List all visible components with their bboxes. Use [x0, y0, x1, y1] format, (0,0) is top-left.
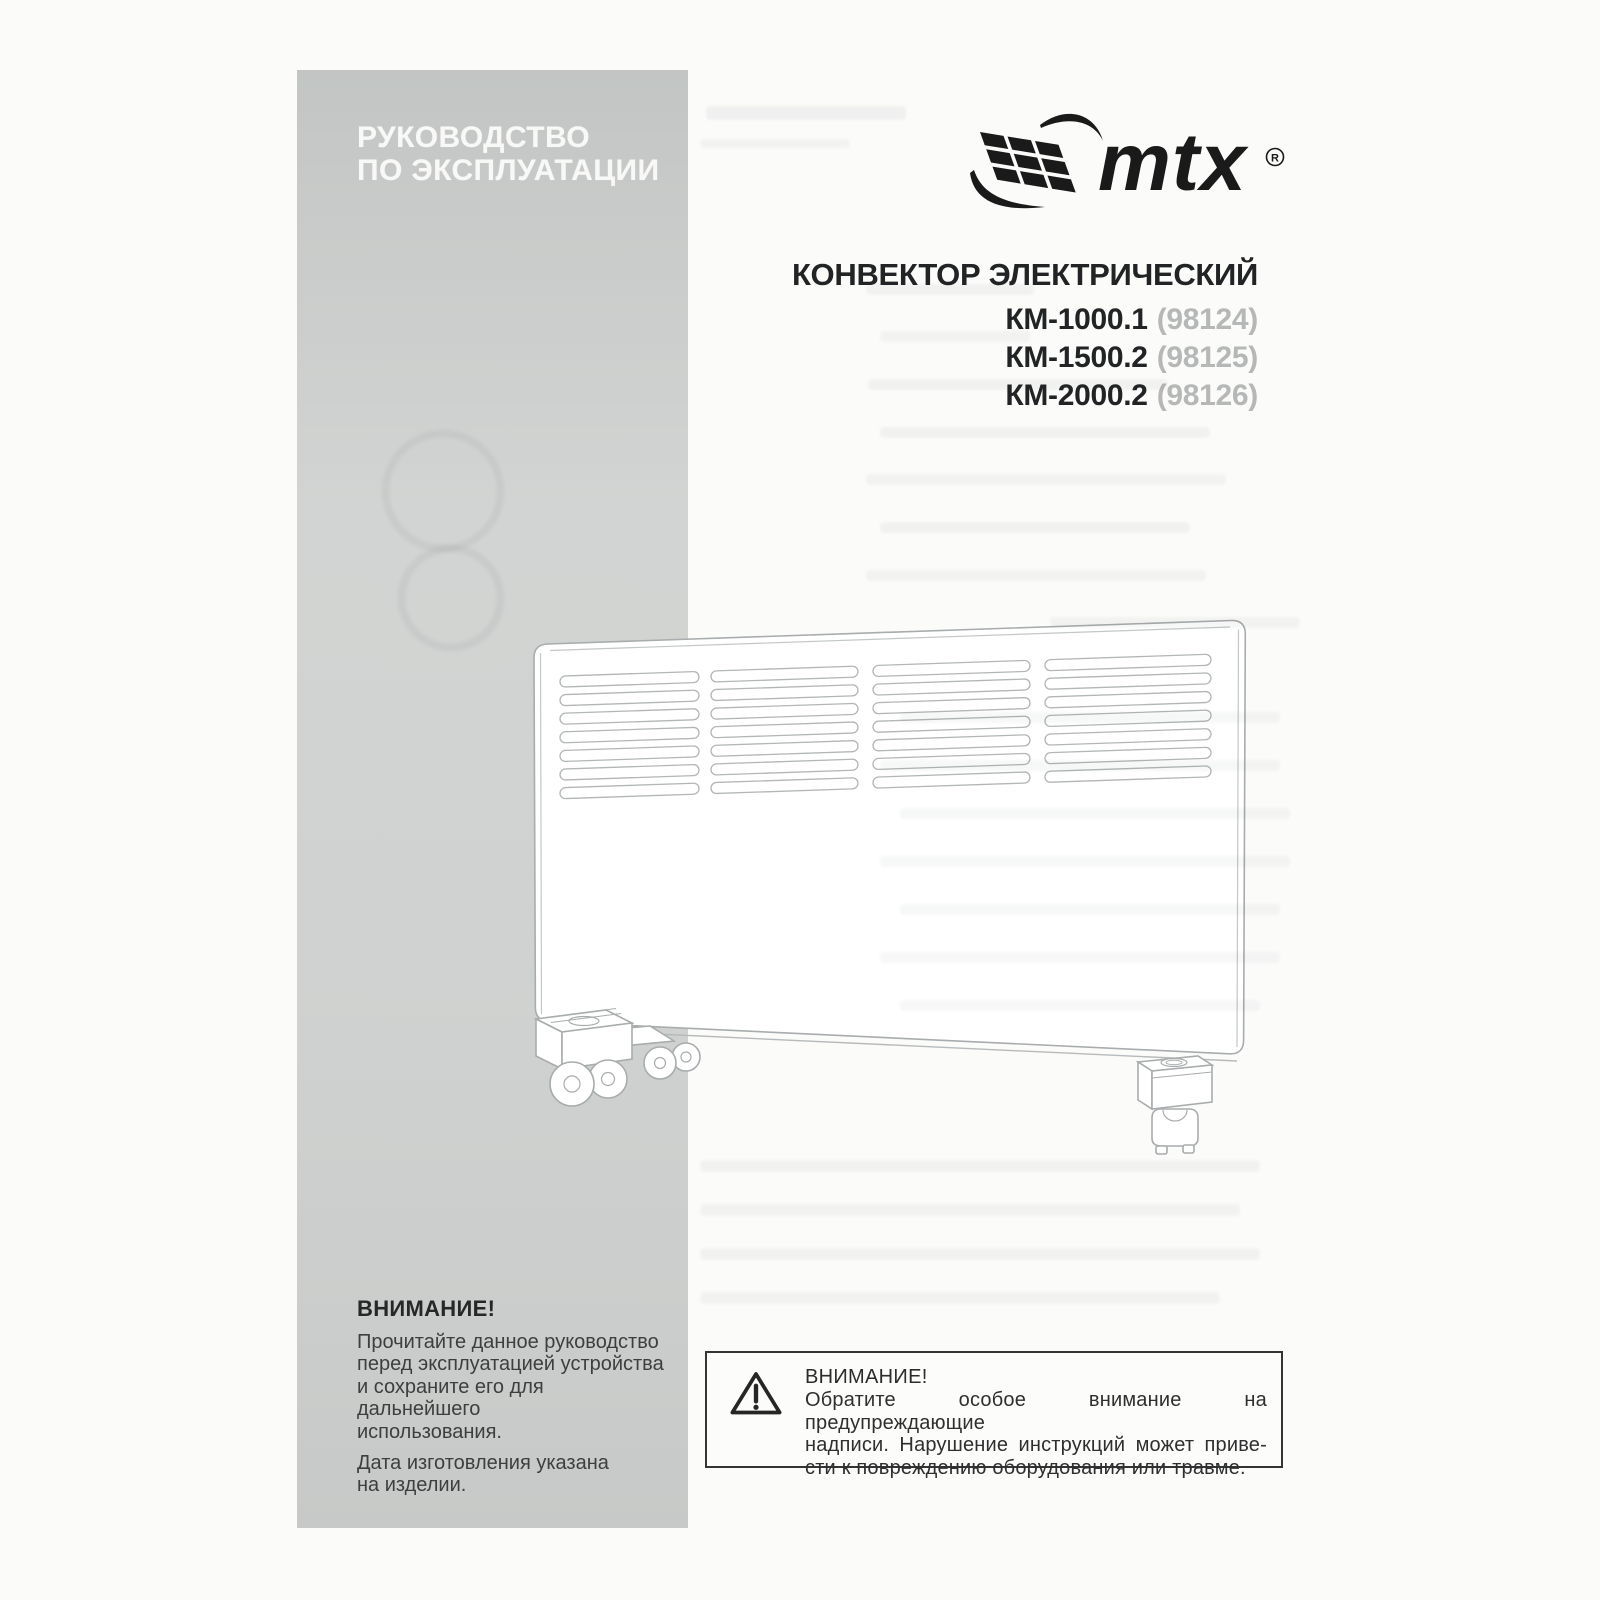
model-list — [792, 301, 1258, 415]
warning-line: Обратите особое внимание на предупреждающие — [805, 1389, 1267, 1434]
warning-box — [705, 1351, 1283, 1479]
manual-title-line-2: ПО ЭКСПЛУАТАЦИИ — [357, 154, 660, 187]
warning-text — [805, 1366, 1267, 1479]
warning-heading: ВНИМАНИЕ! — [805, 1366, 928, 1388]
attention-heading: ВНИМАНИЕ! — [357, 1296, 496, 1321]
model-row — [792, 377, 1258, 415]
logo-grid-icon — [980, 132, 1076, 193]
model-name: КМ-2000.2 — [1005, 379, 1148, 412]
warning-triangle-icon — [728, 1369, 784, 1420]
svg-text:R: R — [1271, 152, 1279, 165]
warning-line: сти к повреждению оборудования или травме. — [805, 1456, 1246, 1479]
model-row — [792, 301, 1258, 339]
logo-swoosh-top-icon — [1040, 114, 1103, 141]
model-article-number: (98125) — [1156, 341, 1258, 374]
product-heading: КОНВЕКТОР ЭЛЕКТРИЧЕСКИЙ — [791, 257, 1258, 292]
attention-note — [357, 1296, 669, 1497]
registered-trademark-icon — [1267, 149, 1284, 166]
model-row — [792, 339, 1258, 377]
warning-line: надписи. Нарушение инструкций может приве- — [805, 1434, 1267, 1456]
product-block — [792, 258, 1258, 415]
model-name: КМ-1500.2 — [1005, 341, 1148, 374]
model-article-number: (98126) — [1156, 379, 1258, 412]
model-article-number: (98124) — [1156, 303, 1258, 336]
model-name: КМ-1000.1 — [1005, 303, 1148, 336]
manual-title — [357, 121, 659, 187]
attention-paragraph-2: Дата изготовления указана на изделии. — [357, 1452, 609, 1497]
caster-right — [1138, 1056, 1212, 1154]
attention-paragraph-1: Прочитайте данное руководство перед эксплуатацией устройства и сохраните его для дальнейшего использования. — [357, 1331, 664, 1443]
manual-title-line-1: РУКОВОДСТВО — [357, 121, 591, 154]
logo-wordmark: mtx — [1098, 117, 1247, 208]
mtx-logo — [938, 95, 1300, 230]
